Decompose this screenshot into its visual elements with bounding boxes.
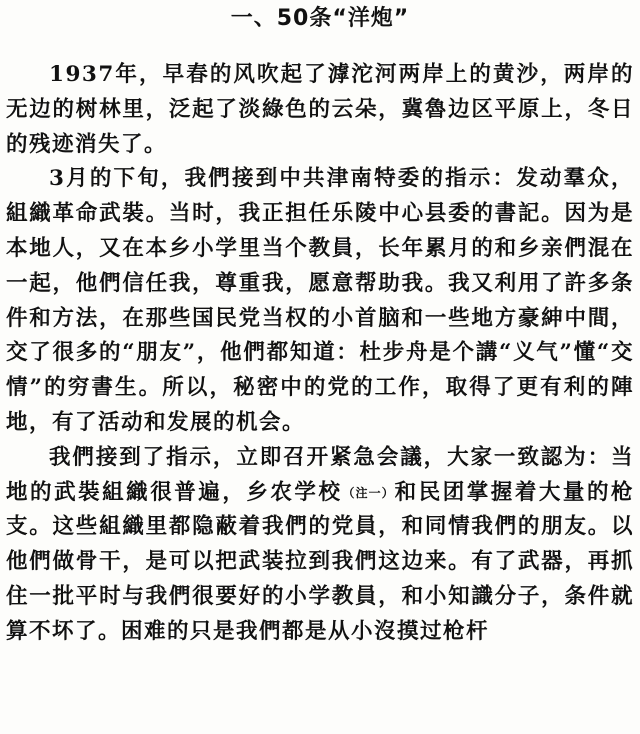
- chapter-title: 一、50条“洋炮”: [230, 6, 410, 31]
- paragraph-1: 1937年，早春的风吹起了滹沱河两岸上的黄沙，两岸的无边的树林里，泛起了淡綠色的云朵，冀魯边区平原上，冬日的残迹消失了。: [6, 62, 634, 157]
- paragraph-3-text-after-note: 和民团掌握着大量的枪支。这些組織里都隐蔽着我們的党員，和同情我們的朋友。以他們做骨干，是可以把武装拉到我們这边来。有了武器，再抓住一批平时与我們很要好的小学教員，和小知識分子，条件就算不坏了。困难的只是我們都是从小沒摸过枪杆: [6, 479, 634, 644]
- paragraph-3: [6, 441, 634, 650]
- body-text: [6, 58, 634, 650]
- paragraph-3-text-before-note: 我們接到了指示，立即召开紧急会議，大家一致認为：当地的武裝組織很普遍，乡农学校: [6, 444, 634, 505]
- footnote-marker: （注一）: [342, 485, 395, 500]
- paragraph-2: 3月的下旬，我們接到中共津南特委的指示：发动羣众，組織革命武裝。当时，我正担任乐陵中心县委的書記。因为是本地人，又在本乡小学里当个教員，长年累月的和乡亲們混在一起，他們信任我，尊重我，愿意帮助我。我又利用了許多条件和方法，在那些国民党当权的小首脑和一些地方豪紳中間，交了很多的“朋友”，他們都知道：杜步舟是个講“义气”懂“交情”的穷書生。所以，秘密中的党的工作，取得了更有利的陣地，有了活动和发展的机会。: [6, 166, 634, 435]
